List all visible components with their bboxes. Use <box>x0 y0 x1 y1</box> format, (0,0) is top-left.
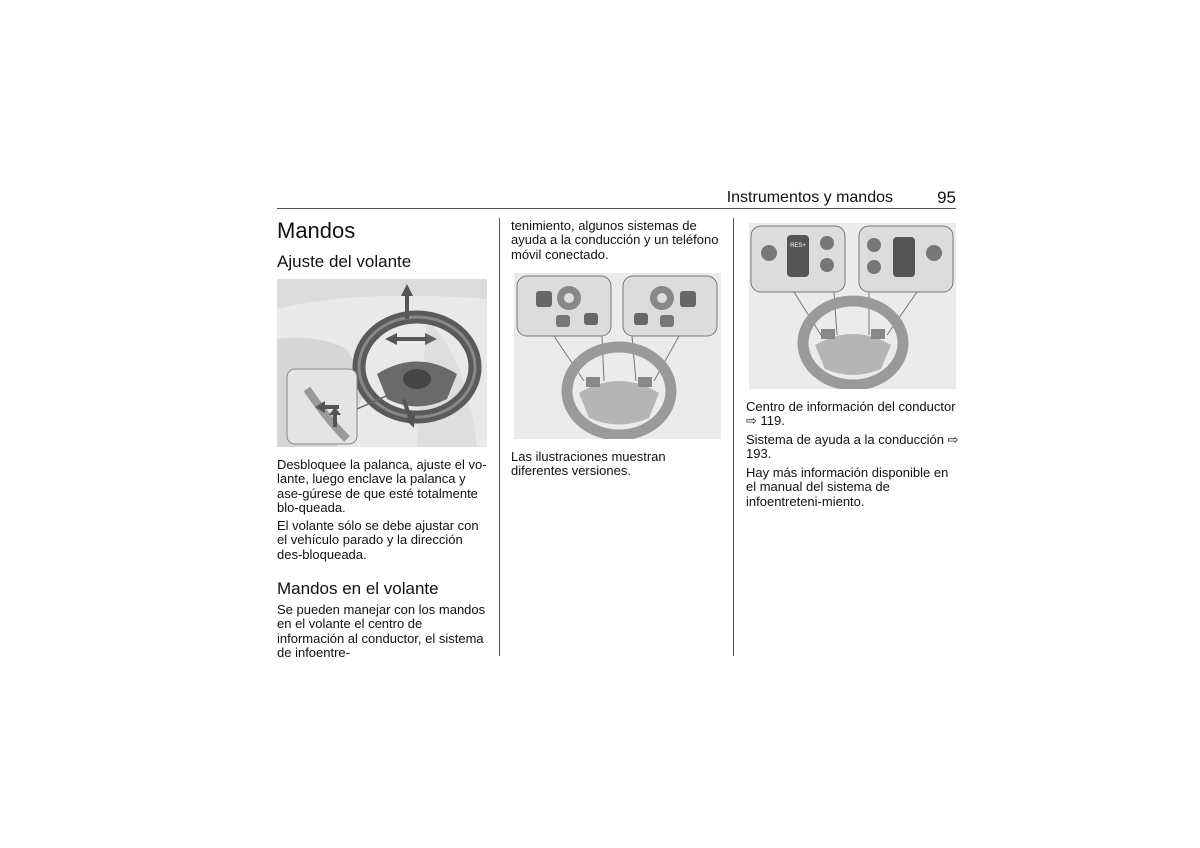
section-title: Instrumentos y mandos <box>726 189 893 206</box>
paragraph-driver-info-center: Centro de información del conductor ⇨ 119. <box>746 399 956 429</box>
paragraph-illustrations-versions: Las ilustraciones muestran diferentes versiones. <box>511 449 666 479</box>
steering-wheel-controls-illustration-b <box>749 223 956 389</box>
steering-adjust-illustration <box>277 279 487 447</box>
res-plus-label: RES+ <box>790 243 806 249</box>
page-title: Mandos <box>277 218 356 243</box>
paragraph-adjust-when-parked: El volante sólo se debe ajustar con el vehículo parado y la dirección des-bloqueada. <box>277 518 479 562</box>
paragraph-infotainment-manual: Hay más información disponible en el manual del sistema de infoentreteni-miento. <box>746 465 949 509</box>
page-number: 95 <box>937 188 956 207</box>
paragraph-controls-intro: Se pueden manejar con los mandos en el volante el centro de información al conductor, el sistema de infoentre- <box>277 602 486 661</box>
running-header <box>277 188 956 209</box>
steering-wheel-controls-illustration-a <box>514 273 721 439</box>
column-divider-1 <box>499 218 500 656</box>
paragraph-driver-assistance: Sistema de ayuda a la conducción ⇨ 193. <box>746 432 959 462</box>
paragraph-controls-continued: tenimiento, algunos sistemas de ayuda a la conducción y un teléfono móvil conectado. <box>511 218 719 262</box>
column-divider-2 <box>733 218 734 656</box>
heading-steering-adjust: Ajuste del volante <box>277 252 412 271</box>
heading-steering-controls: Mandos en el volante <box>277 579 439 598</box>
paragraph-unlock-lever: Desbloquee la palanca, ajuste el vo-lante, luego enclave la palanca y ase-gúrese de que esté totalmente blo-queada. <box>277 457 487 516</box>
